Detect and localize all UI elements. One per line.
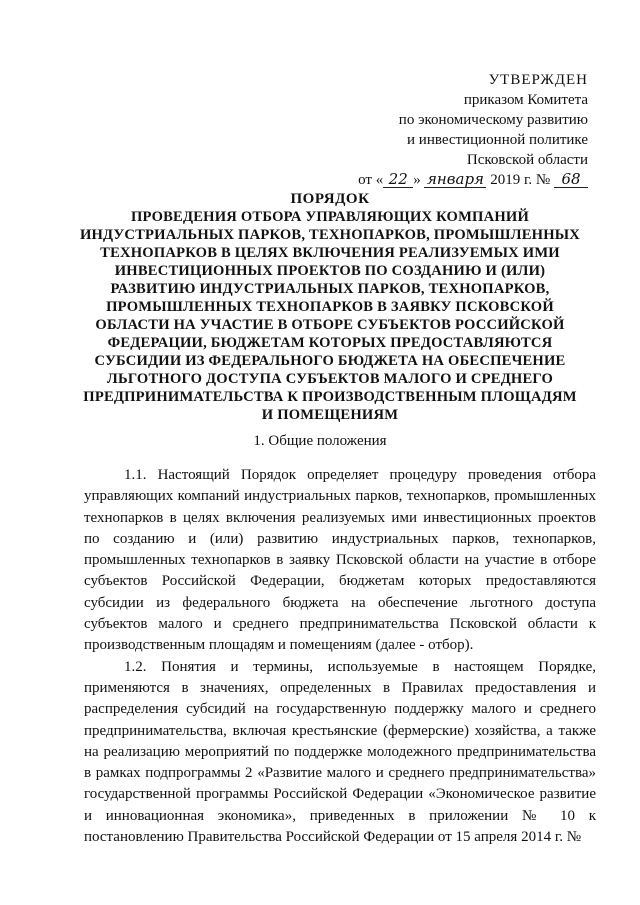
date-year: 2019 г. № bbox=[490, 172, 551, 188]
section-heading: 1. Общие положения bbox=[253, 433, 387, 449]
approval-line: приказом Комитета bbox=[463, 92, 588, 108]
title-line: ИНВЕСТИЦИОННЫХ ПРОЕКТОВ ПО СОЗДАНИЮ И (ИЛИ) bbox=[114, 263, 546, 279]
handwritten-order-number: 68 bbox=[554, 171, 588, 188]
document-body bbox=[84, 465, 596, 848]
title-line: ПРОМЫШЛЕННЫХ ТЕХНОПАРКОВ В ЗАЯВКУ ПСКОВСКОЙ bbox=[106, 299, 554, 315]
approval-line: по экономическому развитию bbox=[398, 112, 588, 128]
title-head: ПОРЯДОК bbox=[290, 191, 370, 207]
handwritten-month: января bbox=[424, 171, 486, 188]
approval-date-line bbox=[358, 170, 588, 190]
approval-line: и инвестиционной политике bbox=[407, 132, 588, 148]
title-line: ЛЬГОТНОГО ДОСТУПА СУБЪЕКТОВ МАЛОГО И СРЕДНЕГО bbox=[106, 371, 554, 387]
approval-stamp-block bbox=[358, 70, 588, 190]
title-line: ПРОВЕДЕНИЯ ОТБОРА УПРАВЛЯЮЩИХ КОМПАНИЙ bbox=[130, 209, 529, 225]
title-line: ИНДУСТРИАЛЬНЫХ ПАРКОВ, ТЕХНОПАРКОВ, ПРОМЫШЛЕННЫХ bbox=[79, 227, 581, 243]
approval-line: Псковской области bbox=[466, 152, 588, 168]
handwritten-day: 22 bbox=[383, 171, 413, 188]
paragraph-1-1: 1.1. Настоящий Порядок определяет процедуру проведения отбора управляющих компаний индустриальных парков, технопарков, промышленных технопарков в целях включения реализуемых ими инвестиционных проектов по созданию и (или) развитию индустриальных парков, технопарков, промышленных технопарков в заявку Псковской области на участие в отборе субъектов Российской Федерации, бюджетам которых предоставляются субсидии из федерального бюджета на обеспечение льготного доступа субъектов малого и среднего предпринимательства Псковской области к производственным площадям и помещениям (далее - отбор). bbox=[84, 467, 596, 654]
date-quote: » bbox=[413, 172, 421, 188]
title-line: ТЕХНОПАРКОВ В ЦЕЛЯХ ВКЛЮЧЕНИЯ РЕАЛИЗУЕМЫХ ИМИ bbox=[100, 245, 560, 261]
title-line: ПРЕДПРИНИМАТЕЛЬСТВА К ПРОИЗВОДСТВЕННЫМ ПЛОЩАДЯМ bbox=[83, 389, 577, 405]
title-line: ФЕДЕРАЦИИ, БЮДЖЕТАМ КОТОРЫХ ПРЕДОСТАВЛЯЮТСЯ bbox=[107, 335, 553, 351]
title-line: ОБЛАСТИ НА УЧАСТИЕ В ОТБОРЕ СУБЪЕКТОВ РОССИЙСКОЙ bbox=[95, 317, 565, 333]
paragraph-1-2: 1.2. Понятия и термины, используемые в настоящем Порядке, применяются в значениях, определенных в Правилах предоставления и распределения субсидий на государственную поддержку малого и среднего предпринимательства, включая крестьянские (фермерские) хозяйства, а также на реализацию мероприятий по поддержке молодежного предпринимательства в рамках подпрограммы 2 «Развитие малого и среднего предпринимательства» государственной программы Российской Федерации «Экономическое развитие и инновационная экономика», приведенных в приложении № 10 к постановлению Правительства Российской Федерации от 15 апреля 2014 г. № bbox=[84, 658, 596, 846]
document-title bbox=[60, 190, 600, 424]
title-line: И ПОМЕЩЕНИЯМ bbox=[261, 407, 399, 423]
title-line: РАЗВИТИЮ ИНДУСТРИАЛЬНЫХ ПАРКОВ, ТЕХНОПАРКОВ, bbox=[110, 281, 550, 297]
title-line: СУБСИДИИ ИЗ ФЕДЕРАЛЬНОГО БЮДЖЕТА НА ОБЕСПЕЧЕНИЕ bbox=[94, 353, 566, 369]
date-prefix: от « bbox=[358, 172, 384, 188]
approval-heading: УТВЕРЖДЕН bbox=[488, 72, 588, 88]
